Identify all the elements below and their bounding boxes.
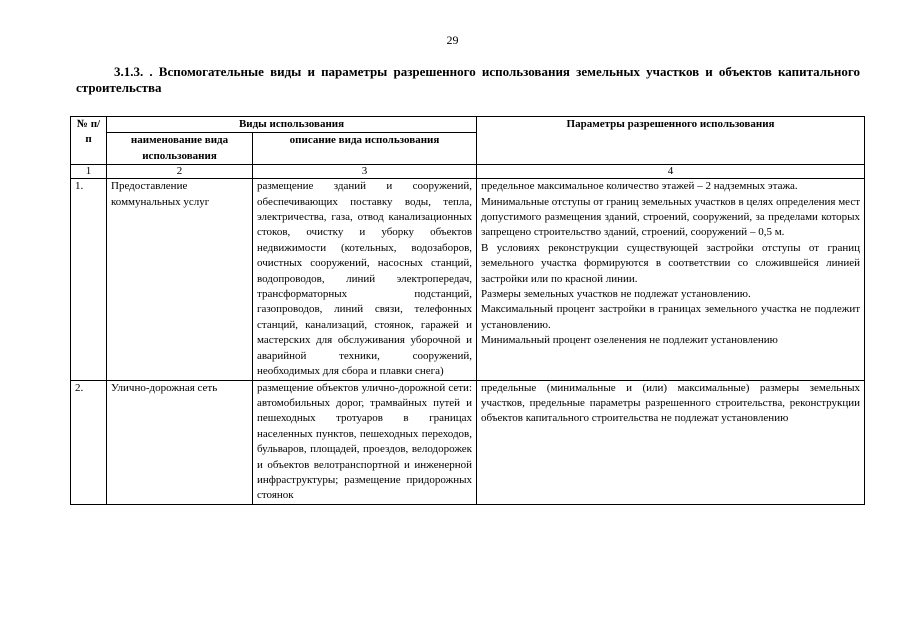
param-paragraph: предельные (минимальные и (или) максимальные) размеры земельных участков, предельные параметры разрешенного строительства, реконструкции объектов капитального строительства не подлежат установлению [481,381,861,425]
param-paragraph: предельное максимальное количество этажей – 2 надземных этажа. [481,180,798,193]
param-paragraph: Размеры земельных участков не подлежат установлению. [481,288,751,301]
row-use-description: размещение зданий и сооружений, обеспечивающих поставку воды, тепла, электричества, газа, отвод канализационных стоков, очистку и уборку объектов недвижимости (котельных, водозаборов, очистных сооружений, насосных станций, водопроводов, линий электропередач, трансформаторных подстанций, газопроводов, линий связи, телефонных станций, канализаций, стоянок, гаражей и мастерских для обслуживания уборочной и аварийной техники, сооружений, необходимых для сбора и плавки снега) [253,179,477,380]
row-params [477,179,865,380]
param-paragraph: Минимальные отступы от границ земельных участков в целях определения мест допустимого размещения зданий, строений, сооружений, за пределами которых запрещено строительство зданий, строений, сооружений – 0,5 м. [481,195,861,239]
param-paragraph: В условиях реконструкции существующей застройки отступы от границ земельного участка формируются в соответствии со сложившейся линией застройки или по красной линии. [481,241,861,285]
table-row [71,380,865,504]
row-use-name: Улично-дорожная сеть [107,380,253,504]
header-name: наименование вида использования [107,133,253,165]
column-numbers-row [71,165,865,179]
col-number: 4 [477,165,865,179]
param-paragraph: Максимальный процент застройки в границах земельного участка не подлежит установлению. [481,303,861,331]
row-use-description: размещение объектов улично-дорожной сети: автомобильных дорог, трамвайных путей и пешеходных тротуаров в границах населенных пунктов, пешеходных переходов, бульваров, площадей, проездов, велодорожек и объектов велотранспортной и инженерной инфраструктуры; размещение придорожных стоянок [253,380,477,504]
header-kinds: Виды использования [107,117,477,133]
page-number: 29 [446,33,459,47]
section-heading: 3.1.3. . Вспомогательные виды и параметры разрешенного использования земельных участков и объектов капитального строительства [76,64,860,95]
param-paragraph: Минимальный процент озеленения не подлежит установлению [481,334,778,347]
col-number: 1 [71,165,107,179]
land-use-table [70,116,865,505]
header-description: описание вида использования [253,133,477,165]
header-params: Параметры разрешенного использования [477,117,865,165]
row-params [477,380,865,504]
col-number: 3 [253,165,477,179]
row-number: 2. [71,380,107,504]
table-header-row [71,117,865,133]
header-num: № п/п [71,117,107,165]
col-number: 2 [107,165,253,179]
table-row [71,179,865,380]
row-number: 1. [71,179,107,380]
row-use-name: Предоставление коммунальных услуг [107,179,253,380]
